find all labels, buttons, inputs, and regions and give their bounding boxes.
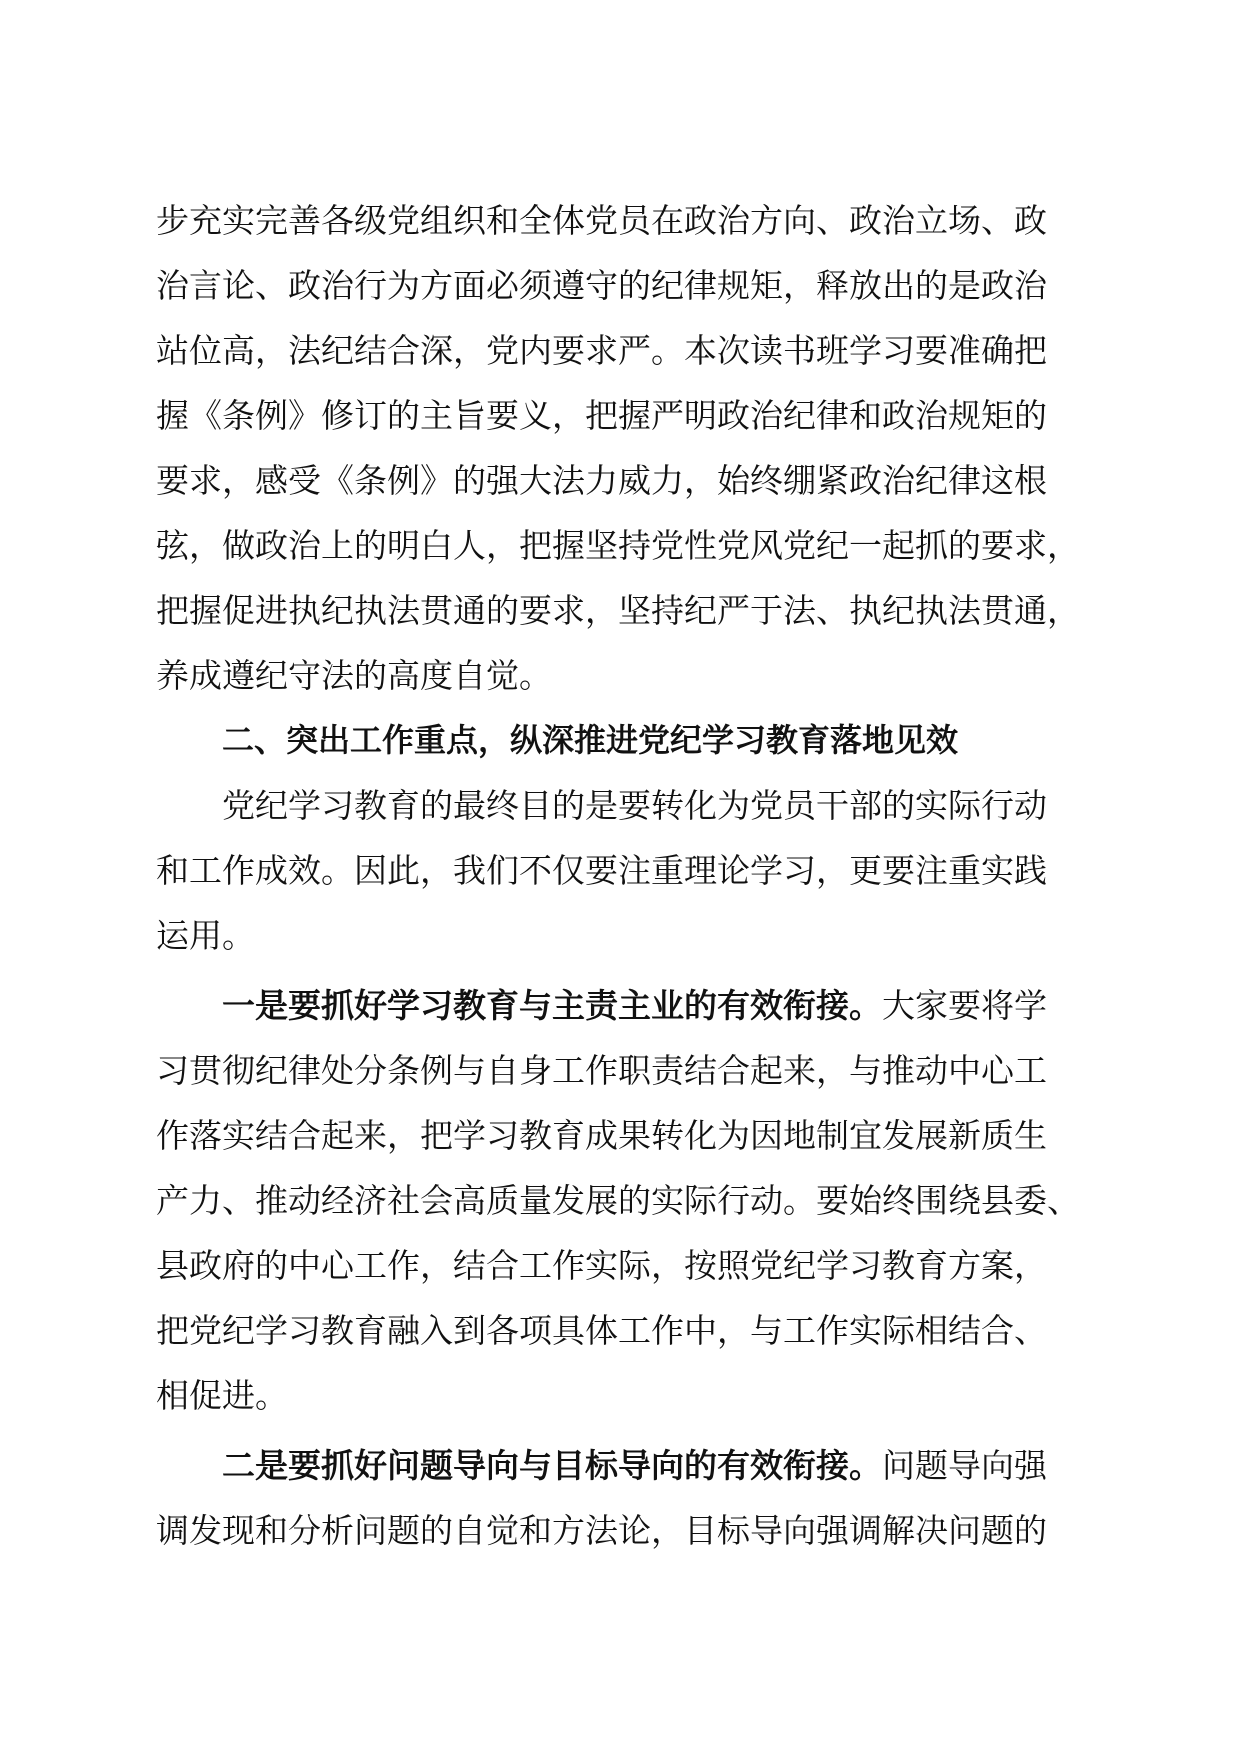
- text-line: 习贯彻纪律处分条例与自身工作职责结合起来，与推动中心工: [156, 1051, 1047, 1090]
- lead-in-rest: 问题导向强: [882, 1446, 1047, 1485]
- text-line: 县政府的中心工作，结合工作实际，按照党纪学习教育方案，: [156, 1246, 1047, 1285]
- text-line: 步充实完善各级党组织和全体党员在政治方向、政治立场、政: [156, 201, 1047, 240]
- text-line: 站位高，法纪结合深，党内要求严。本次读书班学习要准确把: [156, 331, 1047, 370]
- lead-in-bold: 一是要抓好学习教育与主责主业的有效衔接。: [222, 986, 882, 1025]
- text-line: 作落实结合起来，把学习教育成果转化为因地制宜发展新质生: [156, 1116, 1047, 1155]
- lead-in-rest: 大家要将学: [882, 986, 1047, 1025]
- text-line: 把握促进执纪执法贯通的要求，坚持纪严于法、执纪执法贯通，: [156, 591, 1080, 630]
- text-line: 弦，做政治上的明白人，把握坚持党性党风党纪一起抓的要求，: [156, 526, 1080, 565]
- text-line: 要求，感受《条例》的强大法力威力，始终绷紧政治纪律这根: [156, 461, 1047, 500]
- text-line: [156, 973, 1096, 1038]
- text-line: 养成遵纪守法的高度自觉。: [156, 656, 552, 695]
- section-heading-2: 二、突出工作重点，纵深推进党纪学习教育落地见效: [222, 721, 959, 759]
- text-line: 产力、推动经济社会高质量发展的实际行动。要始终围绕县委、: [156, 1181, 1080, 1220]
- text-line: 运用。: [156, 916, 255, 955]
- text-line: 和工作成效。因此，我们不仅要注重理论学习，更要注重实践: [156, 851, 1047, 890]
- paragraph-3: [156, 973, 1096, 1428]
- document-body: [156, 188, 1096, 1563]
- text-line: [156, 1433, 1096, 1498]
- text-line: 党纪学习教育的最终目的是要转化为党员干部的实际行动: [222, 786, 1047, 825]
- text-line: 治言论、政治行为方面必须遵守的纪律规矩，释放出的是政治: [156, 266, 1047, 305]
- paragraph-4: [156, 1433, 1096, 1563]
- text-line: 把党纪学习教育融入到各项具体工作中，与工作实际相结合、: [156, 1311, 1047, 1350]
- text-line: 握《条例》修订的主旨要义，把握严明政治纪律和政治规矩的: [156, 396, 1047, 435]
- lead-in-bold: 二是要抓好问题导向与目标导向的有效衔接。: [222, 1446, 882, 1485]
- paragraph-2: [156, 773, 1096, 968]
- paragraph-1: [156, 188, 1096, 708]
- text-line: 调发现和分析问题的自觉和方法论，目标导向强调解决问题的: [156, 1511, 1047, 1550]
- text-line: 相促进。: [156, 1376, 288, 1415]
